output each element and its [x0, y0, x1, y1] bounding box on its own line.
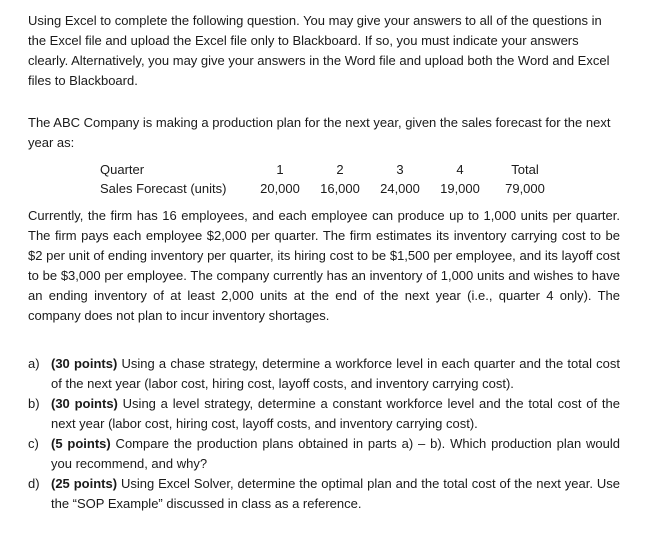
forecast-header-row	[96, 160, 560, 179]
quarter-4-forecast: 19,000	[440, 181, 480, 196]
total-forecast: 79,000	[505, 181, 545, 196]
question-d-text: Using Excel Solver, determine the optimal plan and the total cost of the next year. Use the “SOP Example” discussed in class as a reference.	[51, 476, 620, 511]
quarter-2-forecast: 16,000	[320, 181, 360, 196]
instructions-paragraph: Using Excel to complete the following question. You may give your answers to all of the questions in the Excel file and upload the Excel file only to Blackboard. If so, you must indicate your answers clearly. Alternatively, you may give your answers in the Word file and upload both the Word and Excel files to Blackboard.	[28, 13, 610, 88]
question-b-marker: b)	[28, 396, 40, 411]
question-d-points: (25 points)	[51, 476, 118, 491]
quarter-3-forecast: 24,000	[380, 181, 420, 196]
question-c	[28, 434, 620, 474]
question-c-marker: c)	[28, 436, 39, 451]
quarter-4-header: 4	[456, 162, 464, 177]
sales-forecast-label: Sales Forecast (units)	[100, 181, 227, 196]
total-header: Total	[511, 162, 539, 177]
problem-description-paragraph: Currently, the firm has 16 employees, and each employee can produce up to 1,000 units per quarter. The firm pays each employee $2,000 per quarter. The firm estimates its inventory carrying cost to be $2 per unit of ending inventory per quarter, its hiring cost to be $1,500 per employee, and its layoff cost to be $3,000 per employee. The company currently has an inventory of 1,000 units and wishes to have an ending inventory of at least 2,000 units at the end of the next year (i.e., quarter 4 only). The company does not plan to incur inventory shortages.	[28, 208, 620, 323]
question-b	[28, 394, 620, 434]
question-b-text: Using a level strategy, determine a constant workforce level and the total cost of the next year (labor cost, hiring cost, layoff costs, and inventory carrying cost).	[51, 396, 620, 431]
question-c-text: Compare the production plans obtained in parts a) – b). Which production plan would you recommend, and why?	[51, 436, 620, 471]
sales-forecast-table	[96, 160, 560, 198]
question-d-marker: d)	[28, 476, 40, 491]
forecast-values-row	[96, 179, 560, 198]
quarter-2-header: 2	[336, 162, 344, 177]
question-a-marker: a)	[28, 356, 40, 371]
question-list	[28, 354, 620, 514]
question-a-text: Using a chase strategy, determine a workforce level in each quarter and the total cost of the next year (labor cost, hiring cost, layoff costs, and inventory carrying cost).	[51, 356, 620, 391]
quarter-1-header: 1	[276, 162, 284, 177]
question-c-points: (5 points)	[51, 436, 111, 451]
question-b-points: (30 points)	[51, 396, 118, 411]
question-d	[28, 474, 620, 514]
question-a-points: (30 points)	[51, 356, 118, 371]
quarter-label: Quarter	[100, 162, 145, 177]
quarter-3-header: 3	[396, 162, 404, 177]
quarter-1-forecast: 20,000	[260, 181, 300, 196]
company-intro-paragraph: The ABC Company is making a production plan for the next year, given the sales forecast for the next year as:	[28, 115, 611, 150]
question-a	[28, 354, 620, 394]
